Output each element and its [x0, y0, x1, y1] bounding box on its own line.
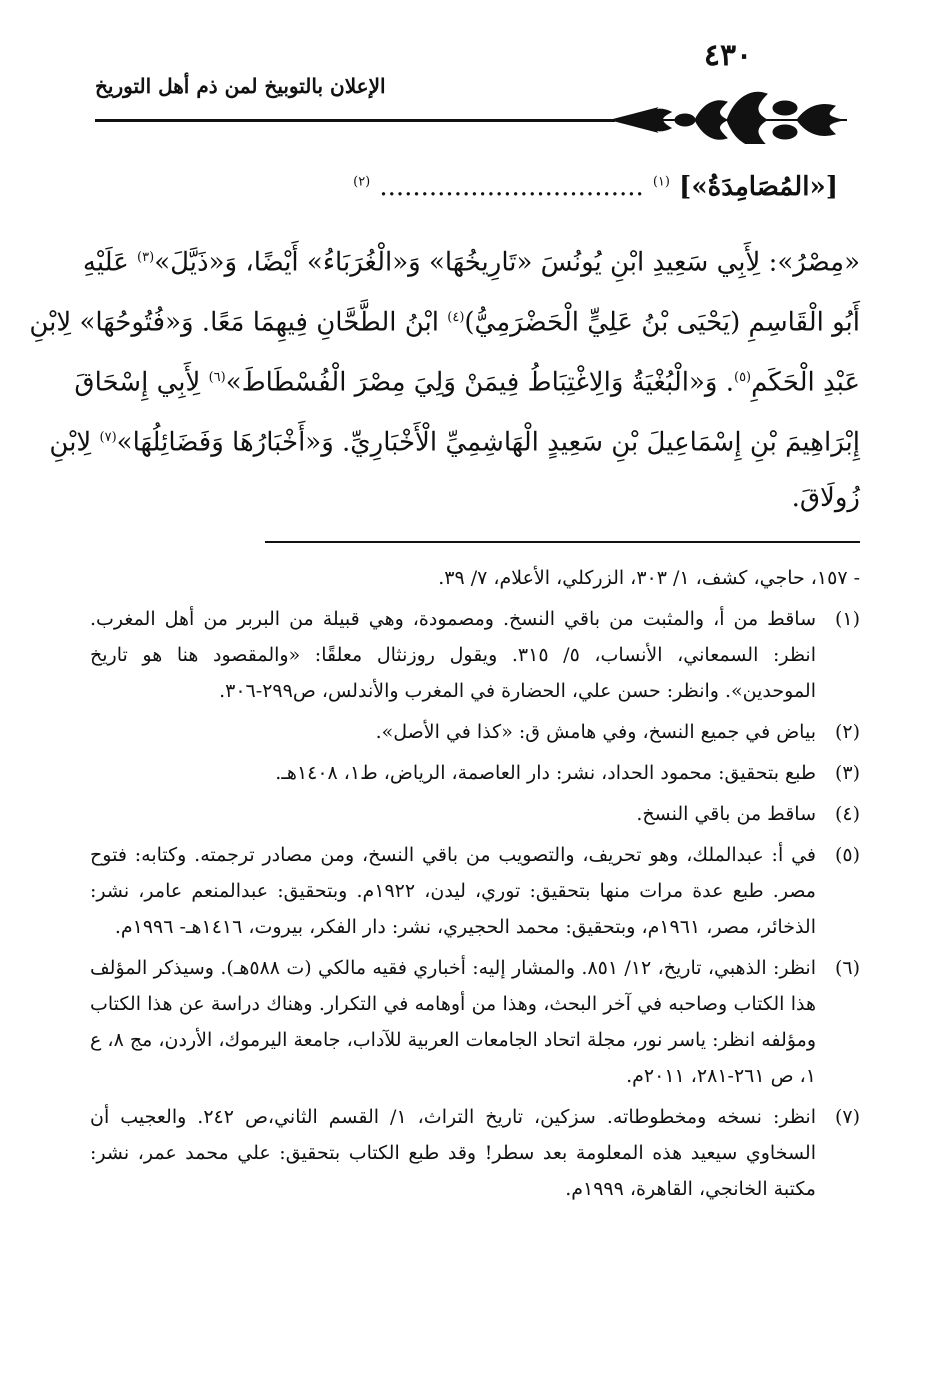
text-line: عَبْدِ الْحَكَمِ$^{(٥)}$. وَ«الْبُغْيَةُ وَالِاغْتِبَاطُ فِيمَنْ وَلِيَ مِصْرَ الْفُسْطَاطَ»$^{(٦)}$ لِأَبِي إِسْحَاقَ — [74, 367, 860, 398]
footnote-number: (٣) — [834, 762, 860, 784]
main-paragraph — [29, 228, 860, 528]
footnote-ref: (٦) — [208, 370, 226, 385]
footnote-ref: (٧) — [99, 430, 117, 445]
footnote-continuation: - ١٥٧، حاجي، كشف، ١/ ٣٠٣، الزركلي، الأعلام، ٧/ ٣٩. — [438, 567, 860, 589]
footnote-text: انظر: الذهبي، تاريخ، ١٢/ ٨٥١. والمشار إليه: أخباري فقيه مالكي (ت ٥٨٨هـ). وسيذكر المؤلف هذا الكتاب وصاحبه في آخر البحث، وهذا من أوهامه في التكرار. وهناك دراسة عن هذا الكتاب ومؤلفه انظر: ياسر نور، مجلة اتحاد الجامعات العربية للآداب، جامعة اليرموك، الأردن، مج ٨، ع ١، ص ٢٦١-٢٨١، ٢٠١١م. — [90, 957, 816, 1087]
footnote-text: طبع بتحقيق: محمود الحداد، نشر: دار العاصمة، الرياض، ط١، ١٤٠٨هـ. — [275, 762, 816, 784]
heading-label: [«المُصَامِدَةُ»] — [679, 172, 838, 202]
text-line: زُولَاقَ. — [791, 483, 860, 513]
text-line: أَبُو الْقَاسِمِ (يَحْيَى بْنُ عَلِيٍّ الْحَضْرَمِيُّ)$^{(٤)}$ ابْنُ الطَّحَّانِ فِيهِمَا مَعًا. وَ«فُتُوحُهَا» لِابْنِ — [29, 307, 860, 338]
footnote-item — [90, 755, 860, 791]
page-number: ٤٣٠ — [703, 38, 753, 73]
text-line: إِبْرَاهِيمَ بْنِ إِسْمَاعِيلَ بْنِ سَعِيدٍ الْهَاشِمِيِّ الْأَخْبَارِيِّ. وَ«أَخْبَارُهَا وَفَضَائِلُهَا»$^{(٧)}$ لِابْنِ — [49, 427, 860, 458]
footnote-item — [90, 714, 860, 750]
footnote-ref: (٣) — [137, 250, 155, 265]
heading-note-ref: (١) — [652, 174, 670, 190]
section-heading — [98, 172, 838, 202]
footnote-number: (١) — [834, 608, 860, 630]
footnote-number: (٢) — [834, 721, 860, 743]
footnote-ref: (٤) — [447, 310, 465, 325]
footnote-item — [90, 601, 860, 709]
floral-ornament-icon — [607, 84, 847, 144]
footnote-number: (٤) — [834, 803, 860, 825]
footnote-item — [90, 837, 860, 945]
running-title: الإعلان بالتوبيخ لمن ذم أهل التوريخ — [95, 74, 386, 98]
footnote-text: انظر: نسخه ومخطوطاته. سزكين، تاريخ التراث، ١/ القسم الثاني،ص ٢٤٢. والعجيب أن السخاوي سيعيد هذه المعلومة بعد سطر! وقد طبع الكتاب بتحقيق: علي محمد عمر، نشر: مكتبة الخانجي، القاهرة، ١٩٩٩م. — [90, 1106, 816, 1200]
header-rule — [95, 119, 615, 122]
footnote-text: بياض في جميع النسخ، وفي هامش ق: «كذا في الأصل». — [375, 721, 816, 743]
footnote-text: في أ: عبدالملك، وهو تحريف، والتصويب من باقي النسخ، ومن مصادر ترجمته. وكتابه: فتوح مصر. طبع عدة مرات منها بتحقيق: توري، ليدن، ١٩٢٢م. وبتحقيق: عبدالمنعم عامر، نشر: الذخائر، مصر، ١٩٦١م، وبتحقيق: محمد الحجيري، نشر: دار الفكر، بيروت، ١٤١٦هـ- ١٩٩٦م. — [90, 844, 816, 938]
footnote-ref: (٥) — [733, 370, 752, 385]
heading-dots: ................................ — [379, 172, 644, 202]
heading-note-ref-2: (٢) — [353, 174, 371, 190]
footnote-text: ساقط من أ، والمثبت من باقي النسخ. ومصمودة، وهي قبيلة من البربر من أهل المغرب. انظر: السمعاني، الأنساب، ٥/ ٣١٥. ويقول روزنثال معلقًا: «والمقصود هنا هو تاريخ الموحدين». وانظر: حسن علي، الحضارة في المغرب والأندلس، ص٢٩٩-٣٠٦. — [90, 608, 816, 702]
text-line: «مِصْرُ»: لِأَبِي سَعِيدِ ابْنِ يُونُسَ «تَارِيخُهَا» وَ«الْغُرَبَاءُ» أَيْضًا، وَ«ذَيَّلَ»$^{(٣)}$ عَلَيْهِ — [82, 247, 860, 278]
footnotes — [90, 560, 860, 1212]
footnote-number: (٦) — [834, 957, 860, 979]
footnote-number: (٥) — [834, 844, 860, 866]
footnote-item — [90, 1099, 860, 1207]
footnote-text: ساقط من باقي النسخ. — [636, 803, 816, 825]
footnote-item — [90, 796, 860, 832]
footnote-item — [90, 950, 860, 1094]
footnote-number: (٧) — [834, 1106, 860, 1128]
footnote-separator — [265, 541, 860, 543]
